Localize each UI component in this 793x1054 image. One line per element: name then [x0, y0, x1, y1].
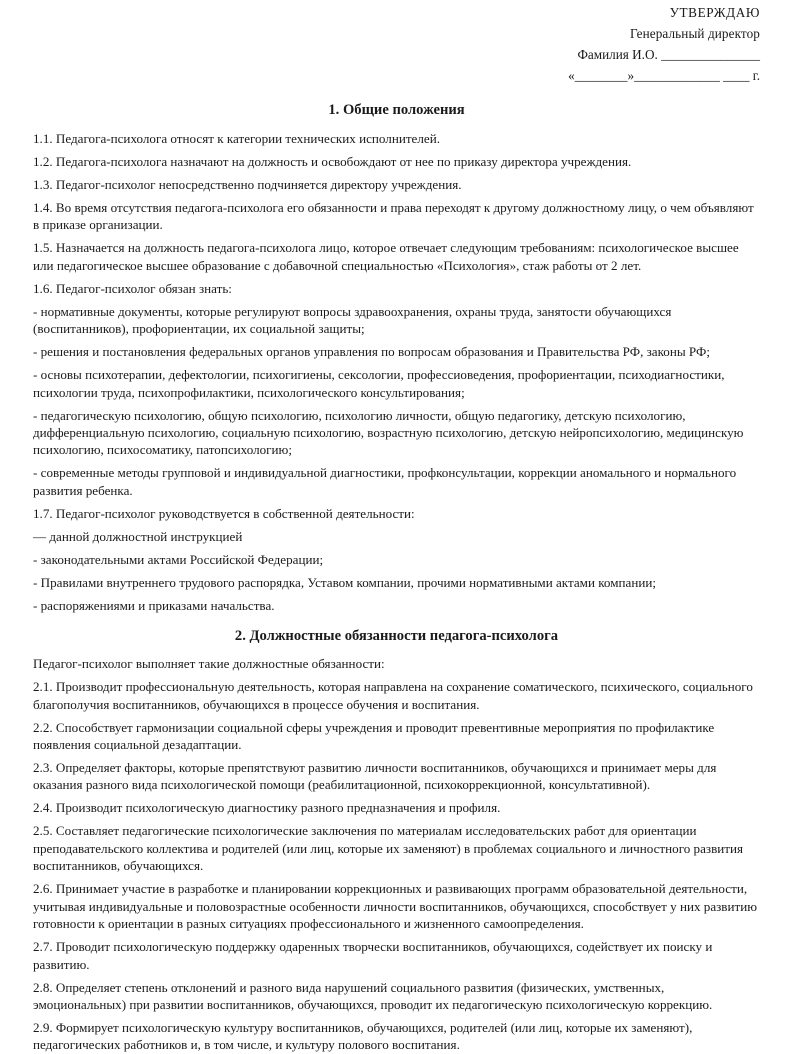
numbered-paragraph: 2.9. Формирует психологическую культуру воспитанников, обучающихся, родителей (или лиц, которые их заменяют), педагогических работников и, в том числе, и культуру полового воспитания.	[33, 1019, 693, 1053]
bullet-paragraph: - нормативные документы, которые регулируют вопросы здравоохранения, охраны труда, занятости обучающихся (воспитанников), профориентации, их социальной защиты;	[33, 303, 672, 337]
bullet-paragraph: — данной должностной инструкцией	[33, 528, 243, 544]
numbered-paragraph: Педагог-психолог выполняет такие должностные обязанности:	[33, 656, 385, 672]
section-heading: 1. Общие положения	[328, 102, 465, 118]
document-body	[33, 100, 760, 1054]
numbered-paragraph: 2.5. Составляет педагогические психологические заключения по материалам исследовательских работ для ориентации преподавательского коллектива и родителей (или лиц, которые их заменяют) в проблемах социального и личностного развития воспитанников, обучающихся.	[33, 823, 744, 874]
numbered-paragraph: 2.1. Производит профессиональную деятельность, которая направлена на сохранение соматического, психического, социального благополучия воспитанников, обучающихся в процессе обучения и воспитания.	[33, 679, 753, 712]
bullet-paragraph: - Правилами внутреннего трудового распорядка, Уставом компании, прочими нормативными актами компании;	[33, 574, 656, 590]
numbered-paragraph: 2.2. Способствует гармонизации социальной сферы учреждения и проводит превентивные мероприятия по профилактике появления социальной дезадаптации.	[33, 719, 715, 753]
numbered-paragraph: 1.7. Педагог-психолог руководствуется в собственной деятельности:	[33, 505, 415, 521]
approval-date-line: «________»_____________ ____ г.	[568, 68, 760, 83]
bullet-paragraph: - педагогическую психологию, общую психологию, психологию личности, общую педагогику, детскую психологию, дифференциальную психологию, социальную психологию, возрастную психологию, детскую нейропсихологию, медицинскую психологию, психосоматику, патопсихологию;	[33, 407, 744, 458]
numbered-paragraph: 2.7. Проводит психологическую поддержку одаренных творчески воспитанников, обучающихся, содействует их поиску и развитию.	[33, 939, 713, 972]
bullet-paragraph: - основы психотерапии, дефектологии, психогигиены, сексологии, профессиоведения, профориентации, психодиагностики, психологии труда, психопрофилактики, психологического консультирования;	[33, 367, 725, 400]
section-heading: 2. Должностные обязанности педагога-психолога	[234, 628, 559, 645]
bullet-paragraph: - распоряжениями и приказами начальства.	[33, 597, 275, 613]
approval-position: Генеральный директор	[629, 26, 760, 41]
numbered-paragraph: 2.3. Определяет факторы, которые препятствуют развитию личности воспитанников, обучающихся и принимает меры для оказания разного вида психологической помощи (реабилитационной, психокоррекционной, консультативной).	[33, 760, 717, 793]
numbered-paragraph: 1.6. Педагог-психолог обязан знать:	[33, 280, 232, 296]
numbered-paragraph: 1.3. Педагог-психолог непосредственно подчиняется директору учреждения.	[33, 177, 462, 192]
numbered-paragraph: 1.4. Во время отсутствия педагога-психолога его обязанности и права переходят к другому должностному лицу, о чем объявляют в приказе организации.	[33, 200, 754, 233]
bullet-paragraph: - законодательными актами Российской Федерации;	[33, 551, 324, 567]
bullet-paragraph: - современные методы групповой и индивидуальной диагностики, профконсультации, коррекции аномального и нормального развития ребенка.	[33, 465, 737, 498]
numbered-paragraph: 1.1. Педагога-психолога относят к категории технических исполнителей.	[33, 131, 440, 146]
approval-label: УТВЕРЖДАЮ	[669, 5, 760, 20]
approval-signature-line: Фамилия И.О. _______________	[577, 47, 760, 62]
numbered-paragraph: 2.4. Производит психологическую диагностику разного предназначения и профиля.	[33, 800, 501, 816]
numbered-paragraph: 1.5. Назначается на должность педагога-психолога лицо, которое отвечает следующим требованиям: психологическое высшее или педагогическое высшее образование с добавочной специальностью «Психология», стаж работы от 2 лет.	[33, 240, 739, 273]
numbered-paragraph: 2.8. Определяет степень отклонений и разного вида нарушений социального развития (физических, умственных, эмоциональных) при развитии воспитанников, обучающихся, проводит их педагогическую психологическую коррекцию.	[33, 979, 713, 1012]
approval-header-block	[33, 0, 760, 86]
numbered-paragraph: 2.6. Принимает участие в разработке и планировании коррекционных и развивающих программ образовательной деятельности, учитывая индивидуальные и половозрастные особенности личности воспитанников, обучающихся, способствует у них развитию готовности к ориентации в разных ситуациях профессионального и жизненного самоопределения.	[33, 881, 758, 932]
numbered-paragraph: 1.2. Педагога-психолога назначают на должность и освобождают от нее по приказу директора учреждения.	[33, 154, 632, 169]
bullet-paragraph: - решения и постановления федеральных органов управления по вопросам образования и Правительства РФ, законы РФ;	[33, 344, 710, 360]
